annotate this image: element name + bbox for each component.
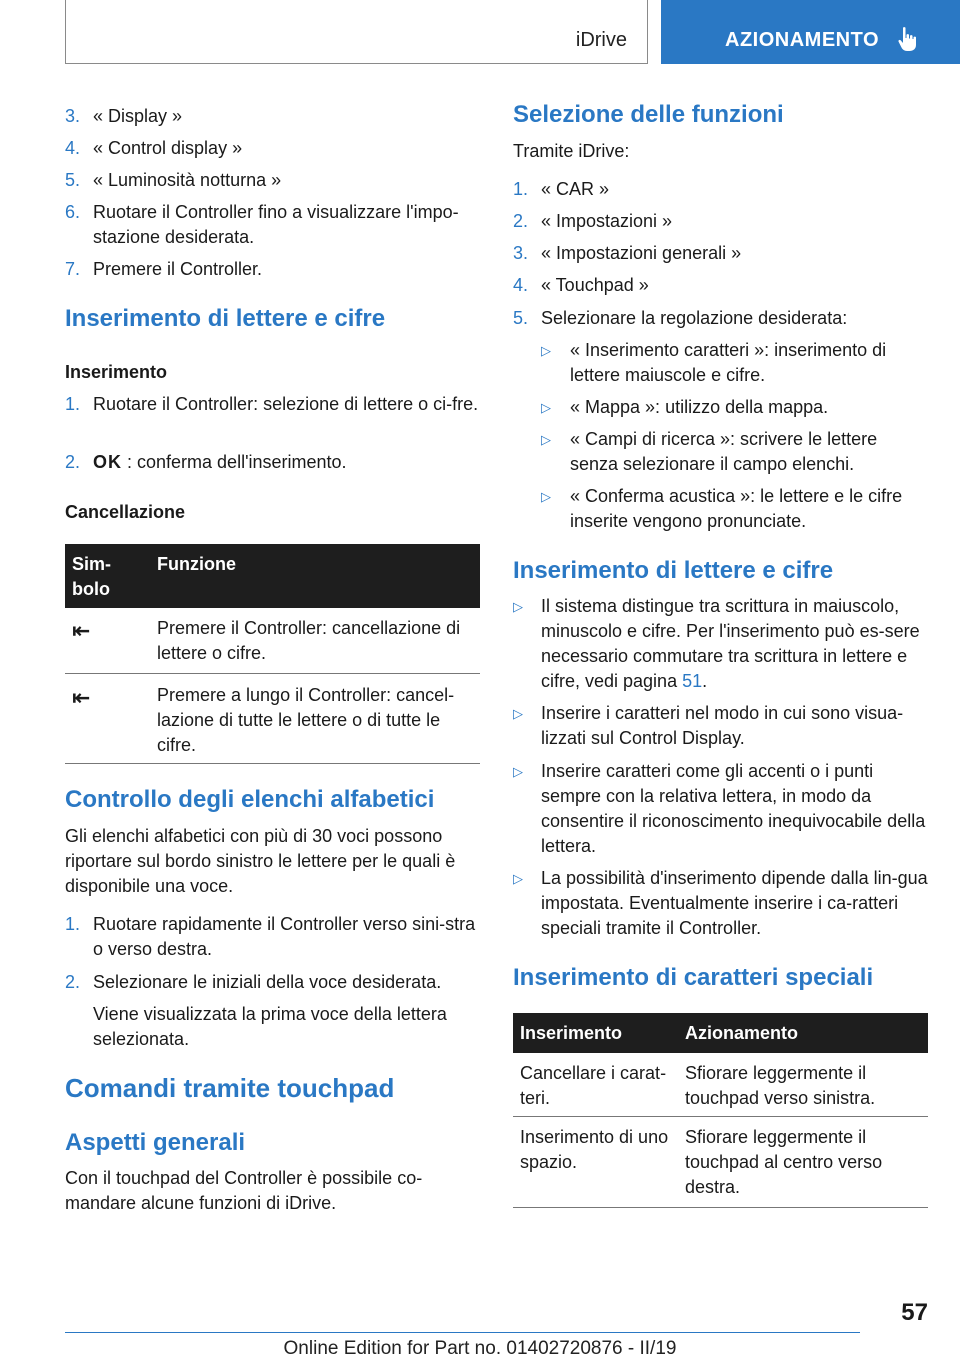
- table-cell: Premere il Controller: cancellazione di lettere o cifre.: [157, 618, 461, 663]
- header-chapter-label: AZIONAMENTO: [725, 29, 880, 51]
- list-item: 4. « Touchpad »: [513, 275, 649, 295]
- bullet-item: ▷ Inserire caratteri come gli accenti o i punti sempre con la relativa lettera, in modo da consentire il riconoscimento inequivocabile della lettera.: [513, 761, 926, 856]
- bullet-item: ▷ Inserire i caratteri nel modo in cui sono visua-lizzati sul Control Display.: [513, 703, 904, 748]
- triangle-bullet-icon: ▷: [541, 432, 551, 447]
- header-section-box: [65, 0, 648, 64]
- list-item: 5. Selezionare la regolazione desiderata:: [513, 308, 848, 328]
- list-item: 4. « Control display »: [65, 138, 243, 158]
- subheading: Inserimento: [65, 362, 168, 382]
- table-divider: [65, 673, 480, 674]
- table-cell: Sfiorare leggermente il touchpad verso sinistra.: [685, 1063, 876, 1108]
- list-item: 5. « Luminosità notturna »: [65, 170, 282, 190]
- chapter-heading: Comandi tramite touchpad: [65, 1073, 395, 1103]
- section-heading: Aspetti generali: [65, 1129, 246, 1156]
- triangle-bullet-icon: ▷: [513, 706, 523, 721]
- bullet-item: ▷ « Campi di ricerca »: scrivere le lettere senza selezionare il campo elenchi.: [541, 429, 878, 474]
- section-heading: Inserimento di lettere e cifre: [65, 305, 386, 332]
- section-heading: Inserimento di caratteri speciali: [513, 964, 874, 991]
- table-header: Inserimento Azionamento: [513, 1013, 928, 1053]
- triangle-bullet-icon: ▷: [541, 400, 551, 415]
- list-item: 3. « Display »: [65, 106, 183, 126]
- bullet-item: ▷ La possibilità d'inserimento dipende dalla lin-gua impostata. Eventualmente inserire i ca-ratteri speciali tramite il Controller.: [513, 868, 928, 938]
- table-header: Sim-bolo Funzione: [65, 544, 480, 608]
- page-link[interactable]: 51: [682, 671, 703, 691]
- bullet-item: ▷ « Mappa »: utilizzo della mappa.: [541, 395, 921, 420]
- footer-divider: [65, 1332, 860, 1333]
- paragraph: Con il touchpad del Controller è possibile co-mandare alcune funzioni di iDrive.: [65, 1168, 423, 1213]
- header-section-title: iDrive: [575, 29, 627, 51]
- bullet-item: ▷ « Conferma acustica »: le lettere e le cifre inserite vengono pronunciate.: [541, 486, 903, 531]
- list-item: 1. Ruotare rapidamente il Controller verso sini-stra o verso destra.: [65, 914, 476, 959]
- subheading: Cancellazione: [65, 502, 186, 522]
- table-divider: [513, 1207, 928, 1208]
- footer-edition: Online Edition for Part no. 01402720876 - II/19: [283, 1338, 677, 1359]
- table-divider: [513, 1116, 928, 1117]
- list-item: 3. « Impostazioni generali »: [513, 243, 742, 263]
- table-divider: [65, 763, 480, 764]
- bullet-item: ▷ Il sistema distingue tra scrittura in maiuscolo, minuscolo e cifre. Per l'inserimento può es-sere necessario commutare tra scrittura in lettere e cifre, vedi pagina 51.: [513, 596, 920, 691]
- list-item: 1. « CAR »: [513, 179, 610, 199]
- paragraph: Tramite iDrive:: [513, 141, 630, 161]
- page-number: 57: [901, 1299, 928, 1326]
- list-item: 2. « Impostazioni »: [513, 211, 673, 231]
- list-item: 6. Ruotare il Controller fino a visualizzare l'impo-stazione desiderata.: [65, 202, 459, 247]
- section-heading: Selezione delle funzioni: [513, 101, 784, 128]
- triangle-bullet-icon: ▷: [513, 599, 523, 614]
- section-heading: Controllo degli elenchi alfabetici: [65, 786, 435, 813]
- delete-backspace-icon: ⇤: [72, 685, 91, 710]
- header-chapter-tab[interactable]: [661, 0, 960, 64]
- list-item: 7. Premere il Controller.: [65, 259, 263, 279]
- triangle-bullet-icon: ▷: [541, 489, 551, 504]
- paragraph: Gli elenchi alfabetici con più di 30 voci possono riportare sul bordo sinistro le lettere per le quali è disponibile una voce.: [65, 826, 456, 896]
- list-item: 2. Selezionare le iniziali della voce desiderata.: [65, 972, 442, 992]
- table-cell: Inserimento di uno spazio.: [520, 1127, 669, 1172]
- bullet-item: ▷ « Inserimento caratteri »: inserimento di lettere maiuscole e cifre.: [541, 340, 887, 385]
- triangle-bullet-icon: ▷: [513, 764, 523, 779]
- table-cell: Sfiorare leggermente il touchpad al centro verso destra.: [685, 1127, 883, 1197]
- list-item: 1. Ruotare il Controller: selezione di lettere o ci-fre.: [65, 394, 479, 414]
- triangle-bullet-icon: ▷: [541, 343, 551, 358]
- table-cell: Premere a lungo il Controller: cancel-lazione di tutte le lettere o di tutte le cifre.: [157, 685, 455, 755]
- table-cell: Cancellare i carat-teri.: [520, 1063, 667, 1108]
- paragraph: Viene visualizzata la prima voce della lettera selezionata.: [93, 1004, 447, 1049]
- triangle-bullet-icon: ▷: [513, 871, 523, 886]
- delete-backspace-icon: ⇤: [72, 618, 91, 643]
- section-heading: Inserimento di lettere e cifre: [513, 557, 834, 584]
- ok-button-symbol: OK: [93, 452, 122, 472]
- list-item: 2. OK : conferma dell'inserimento.: [65, 452, 347, 472]
- hand-pointer-icon: [897, 26, 919, 52]
